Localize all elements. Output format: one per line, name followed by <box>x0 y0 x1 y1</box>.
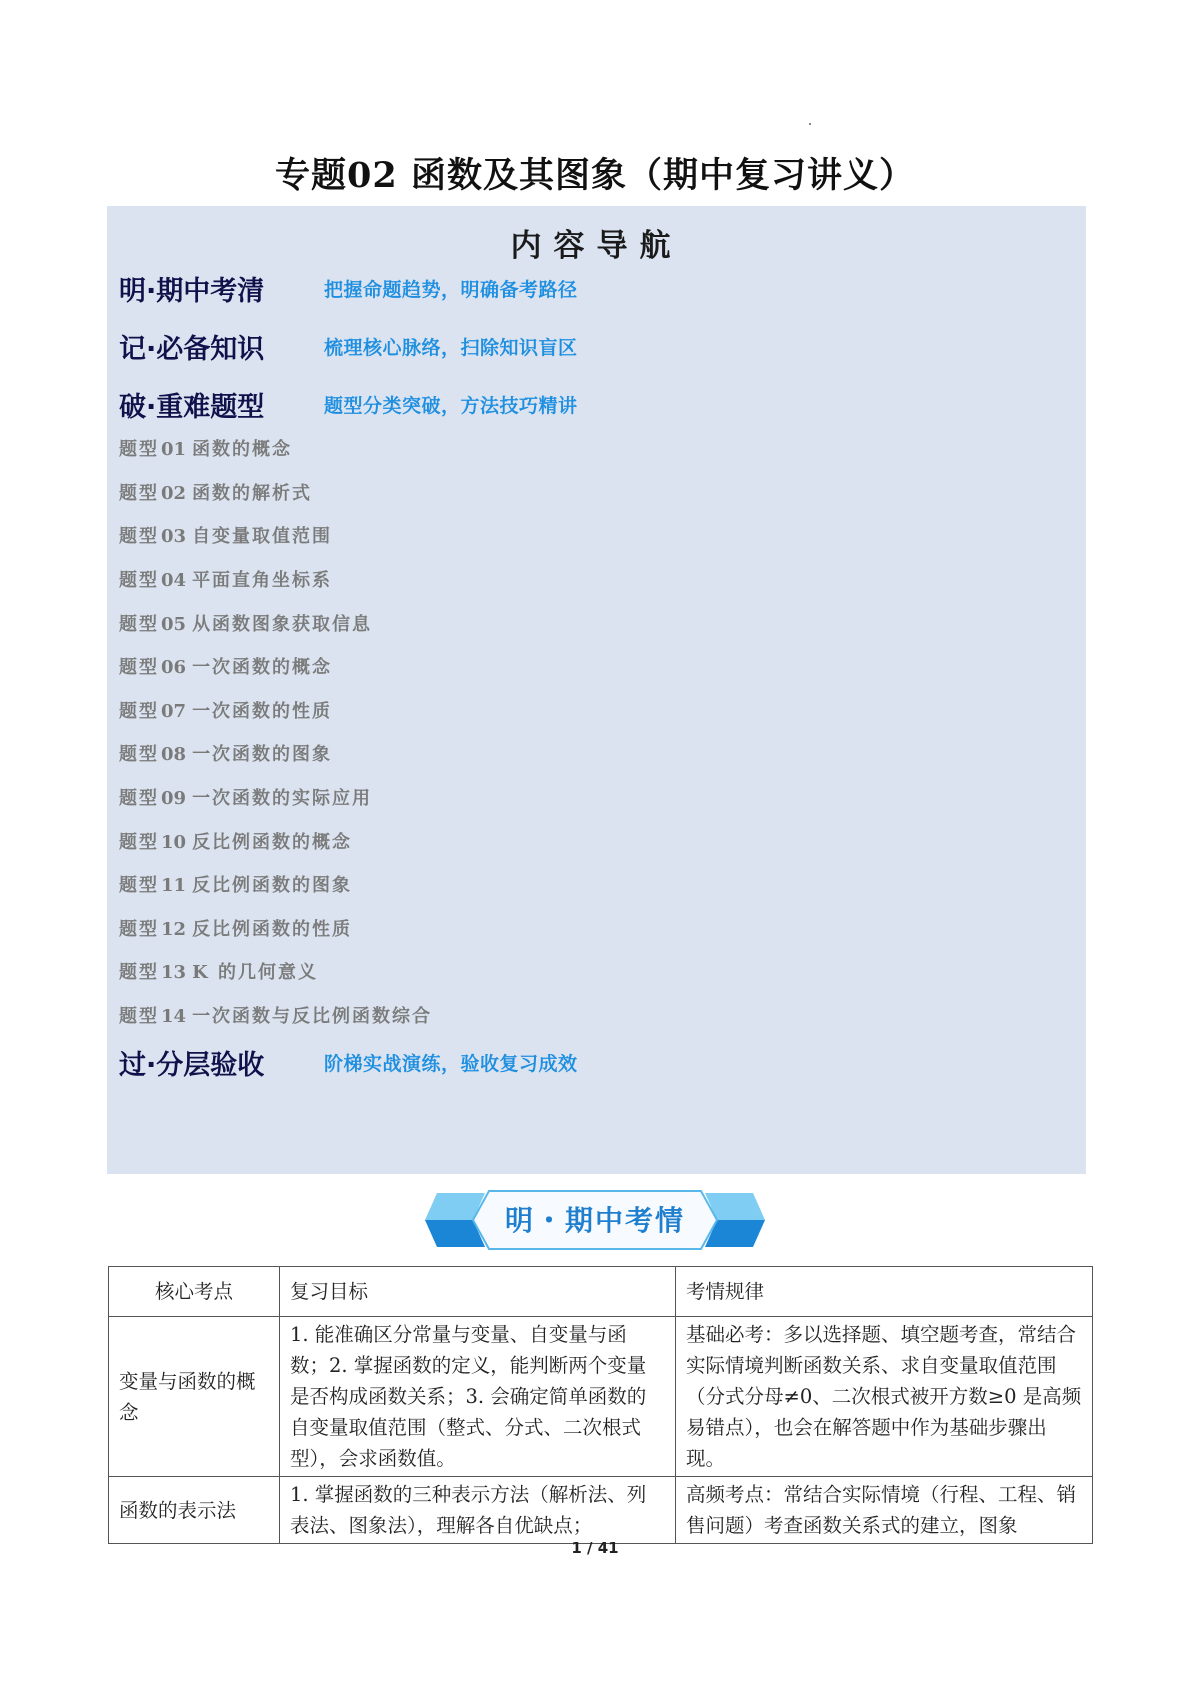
table-header-row <box>109 1267 1093 1317</box>
nav-section-layered-check[interactable] <box>119 1042 578 1082</box>
type-prefix: 题型 <box>119 788 159 809</box>
type-label: 从函数图象获取信息 <box>192 614 373 635</box>
nav-section-exam-trends[interactable] <box>119 268 578 308</box>
type-prefix: 题型 <box>119 701 159 722</box>
type-number: 02 <box>161 483 187 504</box>
type-label: 一次函数与反比例函数综合 <box>192 1006 433 1027</box>
cell-review-goal: 1. 掌握函数的三种表示方法（解析法、列表法、图象法），理解各自优缺点； <box>280 1477 676 1544</box>
nav-type-item[interactable] <box>119 697 332 723</box>
type-label: 一次函数的性质 <box>192 701 333 722</box>
cell-exam-pattern: 高频考点：常结合实际情境（行程、工程、销售问题）考查函数关系式的建立，图象 <box>676 1477 1093 1544</box>
nav-type-item[interactable] <box>119 871 352 897</box>
header-review-goal: 复习目标 <box>280 1267 676 1317</box>
type-number: 08 <box>161 744 187 765</box>
type-number: 09 <box>161 788 187 809</box>
nav-section-question-types[interactable] <box>119 384 578 424</box>
type-label: 反比例函数的性质 <box>192 919 353 940</box>
type-number: 07 <box>161 701 187 722</box>
section-heading: 明·期中考清 <box>119 275 265 307</box>
type-number: 01 <box>161 439 187 460</box>
header-exam-pattern: 考情规律 <box>676 1267 1093 1317</box>
type-label: 一次函数的概念 <box>192 657 333 678</box>
type-label: 一次函数的实际应用 <box>192 788 373 809</box>
header-core-point: 核心考点 <box>109 1267 280 1317</box>
section-subtitle: 梳理核心脉络，扫除知识盲区 <box>324 336 578 359</box>
nav-type-item[interactable] <box>119 653 332 679</box>
type-prefix: 题型 <box>119 570 159 591</box>
type-label: 反比例函数的图象 <box>192 875 353 896</box>
stray-dot <box>809 123 811 125</box>
type-prefix: 题型 <box>119 1006 159 1027</box>
nav-type-item[interactable] <box>119 784 372 810</box>
nav-type-item[interactable] <box>119 479 312 505</box>
type-number: 05 <box>161 614 187 635</box>
nav-type-item[interactable] <box>119 566 332 592</box>
nav-section-knowledge[interactable] <box>119 326 578 366</box>
type-number: 10 <box>161 832 187 853</box>
cell-exam-pattern: 基础必考：多以选择题、填空题考查，常结合实际情境判断函数关系、求自变量取值范围（分式分母≠0、二次根式被开方数≥0 是高频易错点），也会在解答题中作为基础步骤出现。 <box>676 1317 1093 1477</box>
nav-type-item[interactable] <box>119 958 318 984</box>
nav-type-item[interactable] <box>119 522 332 548</box>
section-subtitle: 题型分类突破，方法技巧精讲 <box>324 394 578 417</box>
type-prefix: 题型 <box>119 614 159 635</box>
type-number: 06 <box>161 657 187 678</box>
type-label: K 的几何意义 <box>192 962 318 983</box>
type-prefix: 题型 <box>119 744 159 765</box>
type-number: 04 <box>161 570 187 591</box>
nav-type-item[interactable] <box>119 435 292 461</box>
cell-core-point: 变量与函数的概念 <box>109 1317 280 1477</box>
type-label: 反比例函数的概念 <box>192 832 353 853</box>
type-number: 11 <box>161 875 187 896</box>
section-subtitle: 把握命题趋势，明确备考路径 <box>324 278 578 301</box>
table-row <box>109 1317 1093 1477</box>
nav-type-item[interactable] <box>119 610 372 636</box>
type-prefix: 题型 <box>119 832 159 853</box>
type-label: 自变量取值范围 <box>192 526 333 547</box>
type-prefix: 题型 <box>119 919 159 940</box>
nav-title: 内容导航 <box>510 228 683 264</box>
type-prefix: 题型 <box>119 526 159 547</box>
type-prefix: 题型 <box>119 875 159 896</box>
type-number: 13 <box>161 962 187 983</box>
nav-type-item[interactable] <box>119 1002 432 1028</box>
document-title: 专题02 函数及其图象（期中复习讲义） <box>275 155 915 196</box>
type-prefix: 题型 <box>119 439 159 460</box>
section-heading: 过·分层验收 <box>119 1049 265 1081</box>
type-prefix: 题型 <box>119 657 159 678</box>
type-label: 一次函数的图象 <box>192 744 333 765</box>
page-number: 1 / 41 <box>571 1539 619 1557</box>
table-row <box>109 1477 1093 1544</box>
nav-type-item[interactable] <box>119 828 352 854</box>
nav-type-item[interactable] <box>119 915 352 941</box>
type-label: 函数的概念 <box>192 439 293 460</box>
type-prefix: 题型 <box>119 962 159 983</box>
type-label: 函数的解析式 <box>192 483 313 504</box>
section-subtitle: 阶梯实战演练，验收复习成效 <box>324 1052 578 1075</box>
type-prefix: 题型 <box>119 483 159 504</box>
type-number: 12 <box>161 919 187 940</box>
section-banner-exam-trends <box>425 1185 765 1255</box>
content-navigation-panel <box>107 206 1086 1174</box>
type-label: 平面直角坐标系 <box>192 570 333 591</box>
exam-trends-table <box>108 1266 1093 1544</box>
cell-review-goal: 1. 能准确区分常量与变量、自变量与函数；2. 掌握函数的定义，能判断两个变量是否构成函数关系；3. 会确定简单函数的自变量取值范围（整式、分式、二次根式型），会求函数值。 <box>280 1317 676 1477</box>
section-heading: 记·必备知识 <box>119 333 265 365</box>
nav-type-item[interactable] <box>119 740 332 766</box>
type-number: 14 <box>161 1006 187 1027</box>
cell-core-point: 函数的表示法 <box>109 1477 280 1544</box>
banner-label: 明・期中考情 <box>504 1204 685 1237</box>
section-heading: 破·重难题型 <box>119 391 265 423</box>
type-number: 03 <box>161 526 187 547</box>
